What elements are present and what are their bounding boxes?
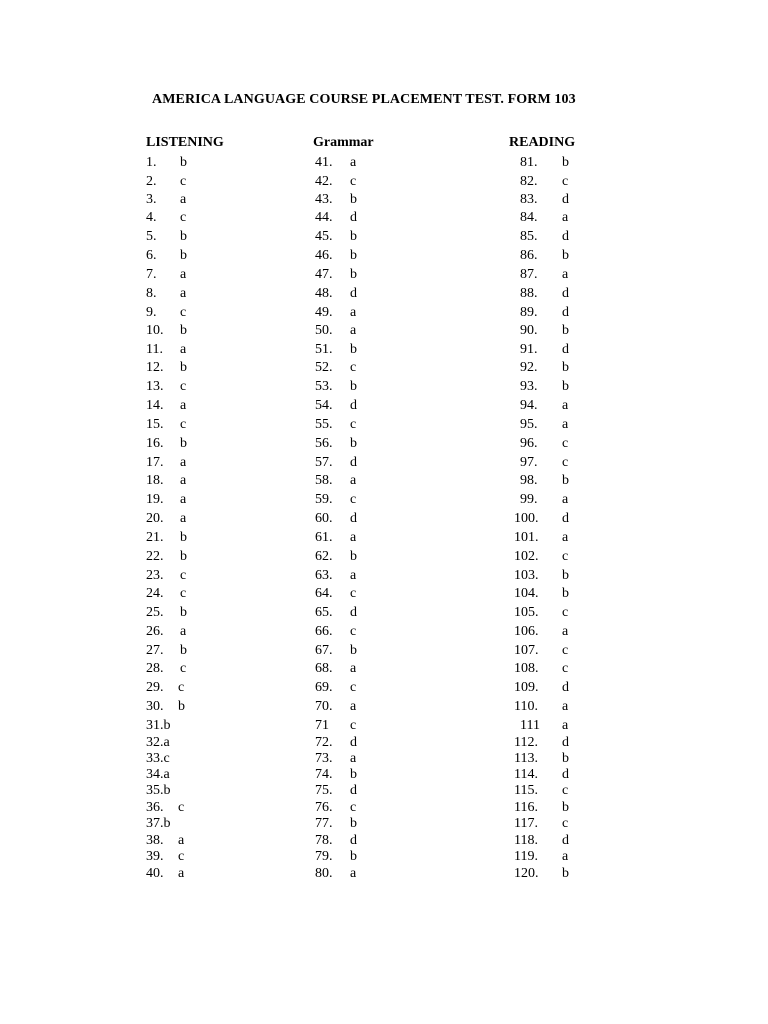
question-number: 80. xyxy=(315,866,333,881)
question-number: 55. xyxy=(315,417,333,432)
question-number: 99. xyxy=(520,492,538,507)
question-number: 71 xyxy=(315,718,329,733)
answer-letter: b xyxy=(350,342,357,357)
question-number: 118. xyxy=(514,833,538,848)
question-number: 90. xyxy=(520,323,538,338)
answer-letter: c xyxy=(562,549,569,564)
answer-letter: b xyxy=(562,155,569,170)
question-number: 116. xyxy=(514,800,538,815)
question-number: 83. xyxy=(520,192,538,207)
answer-letter: b xyxy=(350,816,357,831)
answer-letter: a xyxy=(180,492,187,507)
answer-letter: c xyxy=(562,661,569,676)
answer-letter: a xyxy=(178,866,185,881)
answer-letter: c xyxy=(350,360,357,375)
question-number: 49. xyxy=(315,305,333,320)
answer-letter: d xyxy=(562,833,569,848)
question-number: 109. xyxy=(514,680,539,695)
answer-letter: c xyxy=(350,586,357,601)
question-number: 25. xyxy=(146,605,164,620)
answer-letter: a xyxy=(350,568,357,583)
question-number: 95. xyxy=(520,417,538,432)
answer-letter: c xyxy=(562,605,569,620)
question-number: 12. xyxy=(146,360,164,375)
answer-letter: d xyxy=(562,192,569,207)
section-header-grammar: Grammar xyxy=(313,135,374,150)
question-number: 67. xyxy=(315,643,333,658)
answer-letter: b xyxy=(350,436,357,451)
question-number: 108. xyxy=(514,661,539,676)
question-number: 75. xyxy=(315,783,333,798)
question-number: 37.b xyxy=(146,816,171,831)
question-number: 50. xyxy=(315,323,333,338)
question-number: 72. xyxy=(315,735,333,750)
question-number: 17. xyxy=(146,455,164,470)
question-number: 59. xyxy=(315,492,333,507)
question-number: 85. xyxy=(520,229,538,244)
answer-letter: d xyxy=(562,767,569,782)
question-number: 63. xyxy=(315,568,333,583)
answer-letter: d xyxy=(562,342,569,357)
question-number: 61. xyxy=(315,530,333,545)
question-number: 73. xyxy=(315,751,333,766)
question-number: 33.c xyxy=(146,751,170,766)
answer-letter: b xyxy=(180,323,187,338)
question-number: 40. xyxy=(146,866,164,881)
answer-letter: b xyxy=(180,530,187,545)
answer-letter: b xyxy=(350,379,357,394)
answer-letter: d xyxy=(562,229,569,244)
answer-letter: b xyxy=(350,248,357,263)
question-number: 86. xyxy=(520,248,538,263)
answer-letter: c xyxy=(562,174,569,189)
answer-letter: b xyxy=(562,751,569,766)
answer-letter: c xyxy=(350,718,357,733)
question-number: 79. xyxy=(315,849,333,864)
question-number: 117. xyxy=(514,816,538,831)
question-number: 92. xyxy=(520,360,538,375)
question-number: 48. xyxy=(315,286,333,301)
answer-letter: b xyxy=(562,473,569,488)
answer-letter: a xyxy=(350,473,357,488)
answer-letter: a xyxy=(350,305,357,320)
answer-letter: c xyxy=(178,849,185,864)
question-number: 18. xyxy=(146,473,164,488)
question-number: 64. xyxy=(315,586,333,601)
answer-letter: a xyxy=(562,398,569,413)
question-number: 9. xyxy=(146,305,157,320)
question-number: 58. xyxy=(315,473,333,488)
answer-letter: c xyxy=(180,210,187,225)
answer-letter: a xyxy=(562,417,569,432)
answer-letter: c xyxy=(180,586,187,601)
question-number: 54. xyxy=(315,398,333,413)
answer-letter: a xyxy=(562,530,569,545)
question-number: 56. xyxy=(315,436,333,451)
question-number: 38. xyxy=(146,833,164,848)
question-number: 20. xyxy=(146,511,164,526)
question-number: 28. xyxy=(146,661,164,676)
question-number: 29. xyxy=(146,680,164,695)
question-number: 10. xyxy=(146,323,164,338)
answer-letter: c xyxy=(180,568,187,583)
answer-letter: c xyxy=(562,643,569,658)
question-number: 120. xyxy=(514,866,539,881)
question-number: 21. xyxy=(146,530,164,545)
answer-letter: b xyxy=(180,360,187,375)
question-number: 13. xyxy=(146,379,164,394)
answer-letter: b xyxy=(350,643,357,658)
answer-letter: b xyxy=(180,605,187,620)
question-number: 16. xyxy=(146,436,164,451)
question-number: 84. xyxy=(520,210,538,225)
question-number: 3. xyxy=(146,192,157,207)
question-number: 15. xyxy=(146,417,164,432)
answer-letter: b xyxy=(350,192,357,207)
question-number: 98. xyxy=(520,473,538,488)
answer-letter: b xyxy=(562,323,569,338)
question-number: 114. xyxy=(514,767,538,782)
answer-letter: d xyxy=(350,210,357,225)
question-number: 111 xyxy=(520,718,540,733)
answer-letter: b xyxy=(180,248,187,263)
answer-letter: d xyxy=(350,511,357,526)
question-number: 46. xyxy=(315,248,333,263)
question-number: 81. xyxy=(520,155,538,170)
answer-letter: b xyxy=(180,229,187,244)
answer-letter: d xyxy=(562,735,569,750)
question-number: 91. xyxy=(520,342,538,357)
answer-letter: a xyxy=(180,398,187,413)
answer-letter: b xyxy=(180,155,187,170)
answer-letter: d xyxy=(562,305,569,320)
question-number: 115. xyxy=(514,783,538,798)
answer-letter: d xyxy=(350,783,357,798)
answer-letter: d xyxy=(350,398,357,413)
question-number: 112. xyxy=(514,735,538,750)
question-number: 76. xyxy=(315,800,333,815)
question-number: 113. xyxy=(514,751,538,766)
answer-letter: a xyxy=(350,751,357,766)
question-number: 14. xyxy=(146,398,164,413)
question-number: 100. xyxy=(514,511,539,526)
question-number: 26. xyxy=(146,624,164,639)
answer-letter: b xyxy=(562,568,569,583)
answer-letter: d xyxy=(350,605,357,620)
question-number: 93. xyxy=(520,379,538,394)
question-number: 66. xyxy=(315,624,333,639)
answer-letter: a xyxy=(350,699,357,714)
question-number: 44. xyxy=(315,210,333,225)
question-number: 30. xyxy=(146,699,164,714)
question-number: 41. xyxy=(315,155,333,170)
question-number: 70. xyxy=(315,699,333,714)
question-number: 62. xyxy=(315,549,333,564)
answer-letter: a xyxy=(180,192,187,207)
answer-letter: b xyxy=(562,586,569,601)
answer-letter: c xyxy=(180,417,187,432)
document-title: AMERICA LANGUAGE COURSE PLACEMENT TEST. FORM 103 xyxy=(152,92,576,107)
question-number: 19. xyxy=(146,492,164,507)
answer-letter: c xyxy=(562,436,569,451)
question-number: 97. xyxy=(520,455,538,470)
answer-letter: a xyxy=(562,492,569,507)
answer-letter: a xyxy=(180,342,187,357)
section-header-reading: READING xyxy=(509,135,576,150)
question-number: 52. xyxy=(315,360,333,375)
answer-letter: d xyxy=(562,511,569,526)
question-number: 1. xyxy=(146,155,157,170)
answer-letter: a xyxy=(562,267,569,282)
answer-letter: c xyxy=(350,492,357,507)
answer-letter: c xyxy=(562,783,569,798)
question-number: 69. xyxy=(315,680,333,695)
question-number: 104. xyxy=(514,586,539,601)
question-number: 60. xyxy=(315,511,333,526)
answer-letter: b xyxy=(180,436,187,451)
answer-letter: c xyxy=(350,417,357,432)
question-number: 35.b xyxy=(146,783,171,798)
answer-letter: c xyxy=(180,305,187,320)
question-number: 102. xyxy=(514,549,539,564)
question-number: 78. xyxy=(315,833,333,848)
question-number: 2. xyxy=(146,174,157,189)
answer-letter: a xyxy=(562,699,569,714)
answer-letter: a xyxy=(562,849,569,864)
question-number: 23. xyxy=(146,568,164,583)
question-number: 53. xyxy=(315,379,333,394)
answer-letter: c xyxy=(180,174,187,189)
answer-letter: a xyxy=(350,155,357,170)
answer-letter: a xyxy=(350,661,357,676)
question-number: 96. xyxy=(520,436,538,451)
question-number: 43. xyxy=(315,192,333,207)
answer-letter: b xyxy=(350,229,357,244)
answer-letter: c xyxy=(350,174,357,189)
answer-letter: b xyxy=(180,549,187,564)
question-number: 8. xyxy=(146,286,157,301)
answer-letter: d xyxy=(562,286,569,301)
question-number: 39. xyxy=(146,849,164,864)
answer-letter: a xyxy=(562,210,569,225)
answer-letter: c xyxy=(180,379,187,394)
answer-letter: b xyxy=(562,800,569,815)
question-number: 89. xyxy=(520,305,538,320)
question-number: 65. xyxy=(315,605,333,620)
answer-letter: a xyxy=(180,511,187,526)
section-header-listening: LISTENING xyxy=(146,135,224,150)
answer-letter: a xyxy=(562,718,569,733)
answer-letter: b xyxy=(350,767,357,782)
answer-letter: b xyxy=(562,379,569,394)
question-number: 4. xyxy=(146,210,157,225)
question-number: 7. xyxy=(146,267,157,282)
answer-letter: b xyxy=(562,248,569,263)
answer-letter: a xyxy=(350,323,357,338)
question-number: 45. xyxy=(315,229,333,244)
answer-letter: d xyxy=(350,833,357,848)
question-number: 106. xyxy=(514,624,539,639)
answer-letter: d xyxy=(350,735,357,750)
answer-letter: b xyxy=(350,267,357,282)
answer-letter: c xyxy=(350,624,357,639)
answer-letter: a xyxy=(178,833,185,848)
answer-letter: c xyxy=(562,816,569,831)
question-number: 34.a xyxy=(146,767,170,782)
answer-letter: b xyxy=(562,360,569,375)
answer-letter: a xyxy=(180,455,187,470)
question-number: 74. xyxy=(315,767,333,782)
answer-letter: b xyxy=(350,849,357,864)
question-number: 57. xyxy=(315,455,333,470)
question-number: 105. xyxy=(514,605,539,620)
question-number: 51. xyxy=(315,342,333,357)
answer-letter: c xyxy=(562,455,569,470)
answer-letter: c xyxy=(178,800,185,815)
question-number: 87. xyxy=(520,267,538,282)
answer-letter: c xyxy=(178,680,185,695)
question-number: 94. xyxy=(520,398,538,413)
question-number: 11. xyxy=(146,342,163,357)
question-number: 31.b xyxy=(146,718,171,733)
answer-letter: a xyxy=(180,473,187,488)
answer-letter: c xyxy=(180,661,187,676)
answer-letter: b xyxy=(180,643,187,658)
question-number: 107. xyxy=(514,643,539,658)
answer-letter: b xyxy=(350,549,357,564)
answer-letter: a xyxy=(180,267,187,282)
answer-letter: a xyxy=(350,866,357,881)
answer-letter: a xyxy=(350,530,357,545)
question-number: 42. xyxy=(315,174,333,189)
answer-letter: b xyxy=(562,866,569,881)
answer-letter: d xyxy=(350,286,357,301)
answer-letter: b xyxy=(178,699,185,714)
question-number: 103. xyxy=(514,568,539,583)
question-number: 88. xyxy=(520,286,538,301)
answer-letter: d xyxy=(562,680,569,695)
question-number: 32.a xyxy=(146,735,170,750)
question-number: 36. xyxy=(146,800,164,815)
question-number: 77. xyxy=(315,816,333,831)
question-number: 27. xyxy=(146,643,164,658)
answer-letter: d xyxy=(350,455,357,470)
question-number: 47. xyxy=(315,267,333,282)
question-number: 5. xyxy=(146,229,157,244)
question-number: 82. xyxy=(520,174,538,189)
question-number: 101. xyxy=(514,530,539,545)
answer-letter: a xyxy=(180,286,187,301)
answer-letter: c xyxy=(350,800,357,815)
question-number: 22. xyxy=(146,549,164,564)
answer-letter: a xyxy=(180,624,187,639)
answer-letter: c xyxy=(350,680,357,695)
question-number: 68. xyxy=(315,661,333,676)
question-number: 24. xyxy=(146,586,164,601)
question-number: 110. xyxy=(514,699,538,714)
question-number: 119. xyxy=(514,849,538,864)
question-number: 6. xyxy=(146,248,157,263)
answer-letter: a xyxy=(562,624,569,639)
